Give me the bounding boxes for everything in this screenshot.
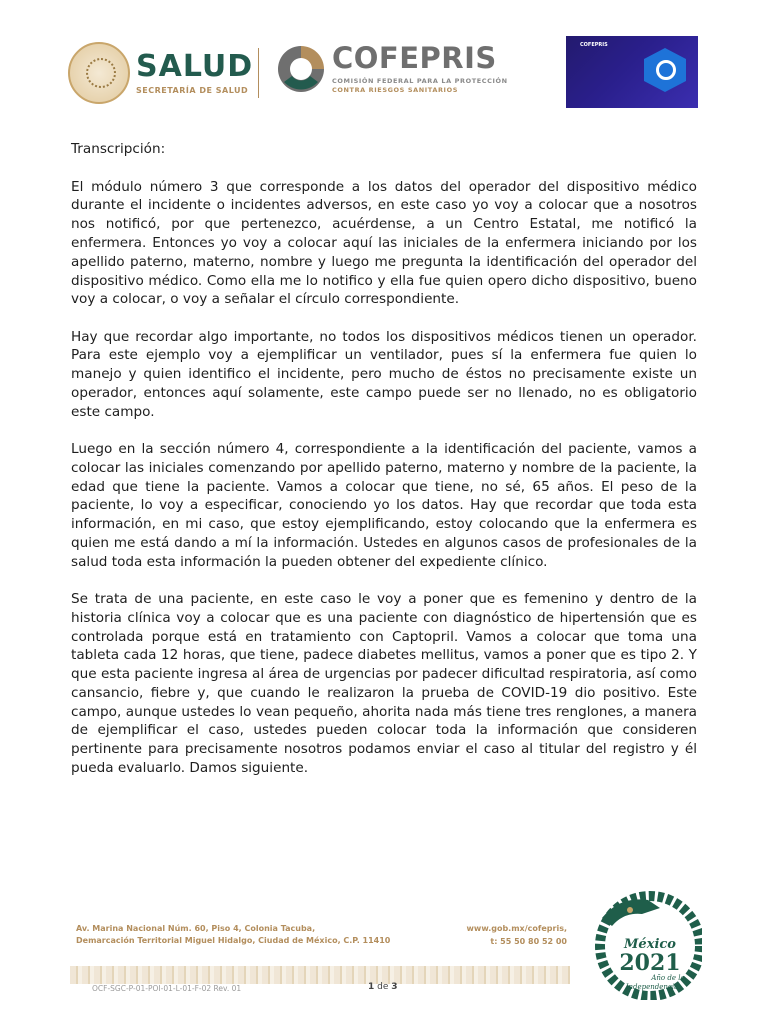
salud-subtitle: SECRETARÍA DE SALUD (136, 86, 249, 95)
transcription-body (71, 140, 697, 796)
cofepris-emblem-icon (274, 42, 328, 96)
mexico-2021-logo (590, 890, 702, 1000)
page-of: de (377, 982, 389, 992)
document-reference: OCF-SGC-P-01-POI-01-L-01-F-02 Rev. 01 (92, 984, 242, 993)
paragraph-2: Hay que recordar algo importante, no todos los dispositivos médicos tienen un operador. Para este ejemplo voy a ejemplificar un ventilador, pues sí la enfermera fue quien lo manejo y quien identifico el incidente, pero mucho de éstos no precisamente existe un operador, entonces aquí solamente, este campo puede ser no llenado, no es obligatorio este campo. (71, 328, 697, 420)
cofepris-title: COFEPRIS (332, 41, 497, 75)
logo-text-1: México (624, 937, 676, 952)
footer-contact (467, 922, 567, 948)
salud-title: SALUD (136, 49, 254, 84)
search-hexagon-icon (644, 48, 686, 92)
paragraph-1: El módulo número 3 que corresponde a los datos del operador del dispositivo médico durante el incidente o incidentes adversos, en este caso yo voy a colocar que a nosotros nos notificó, por que pertenezco, acuérdense, a un Centro Estatal, me notificó la enfermera. Entonces yo voy a colocar aquí las iniciales de la enfermera iniciando por los apellido paterno, materno, nombre y luego me pregunta la identificación del operador del dispositivo médico. Como ella me lo notifico y ella fue quien opero dicho dispositivo, bueno voy a colocar, o voy a señalar el círculo correspondiente. (71, 178, 697, 308)
transcription-heading: Transcripción: (71, 141, 166, 157)
cofepris-subtitle-2: CONTRA RIESGOS SANITARIOS (332, 86, 458, 94)
page-current: 1 (368, 982, 375, 992)
cofepris-logo (274, 42, 508, 96)
page-indicator (368, 982, 398, 992)
thumbnail-label: COFEPRIS (580, 42, 608, 48)
national-seal-icon (68, 42, 130, 104)
video-thumbnail (566, 36, 698, 108)
page-header (0, 36, 768, 116)
header-divider (258, 48, 259, 98)
page-total: 3 (391, 982, 398, 992)
paragraph-4: Se trata de una paciente, en este caso le voy a poner que es femenino y dentro de la historia clínica voy a colocar que es una paciente con diagnóstico de hipertensión que es controlada porque está en tratamiento con Captopril. Vamos a colocar que toma una tableta cada 12 horas, que tiene, padece diabetes mellitus, vamos a poner que es tipo 2. Y que esta paciente ingresa al área de urgencias por padecer dificultad respiratoria, así como cansancio, fiebre y, que cuando le realizaron la prueba de COVID-19 dio positivo. Este campo, aunque ustedes lo vean pequeño, ahorita nada más tiene tres renglones, a manera de ejemplificar el caso, ustedes pueden colocar toda la información que consideren pertinente para precisamente nosotros podamos enviar el caso al titular del registro y él pueda evaluarlo. Damos siguiente. (71, 590, 697, 777)
cofepris-subtitle-1: COMISIÓN FEDERAL PARA LA PROTECCIÓN (332, 77, 508, 85)
phone-number: t: 55 50 80 52 00 (490, 937, 567, 946)
paragraph-3: Luego en la sección número 4, correspondiente a la identificación del paciente, vamos a colocar las iniciales comenzando por apellido paterno, materno y nombre de la paciente, la edad que tiene la paciente. Vamos a colocar que tiene, no sé, 65 años. El peso de la paciente, lo voy a especificar, conociendo yo los datos. Hay que recordar que toda esta información, en mi caso, que estoy ejemplificando, estoy colocando que la enfermera es quien me está dando a mí la información. Ustedes en algunos casos de profesionales de la salud toda esta información la pueden obtener del expediente clínico. (71, 440, 697, 570)
address-line-1: Av. Marina Nacional Núm. 60, Piso 4, Colonia Tacuba, (76, 924, 316, 933)
logo-text-2: 2021 (619, 950, 681, 976)
salud-logo (68, 42, 253, 104)
decorative-band (70, 966, 570, 984)
logo-text-3: Año de la (651, 974, 685, 982)
footer-address (76, 923, 390, 947)
website-link[interactable]: www.gob.mx/cofepris, (466, 924, 567, 933)
address-line-2: Demarcación Territorial Miguel Hidalgo, Ciudad de México, C.P. 11410 (76, 936, 391, 945)
logo-text-4: Independencia (625, 983, 679, 991)
